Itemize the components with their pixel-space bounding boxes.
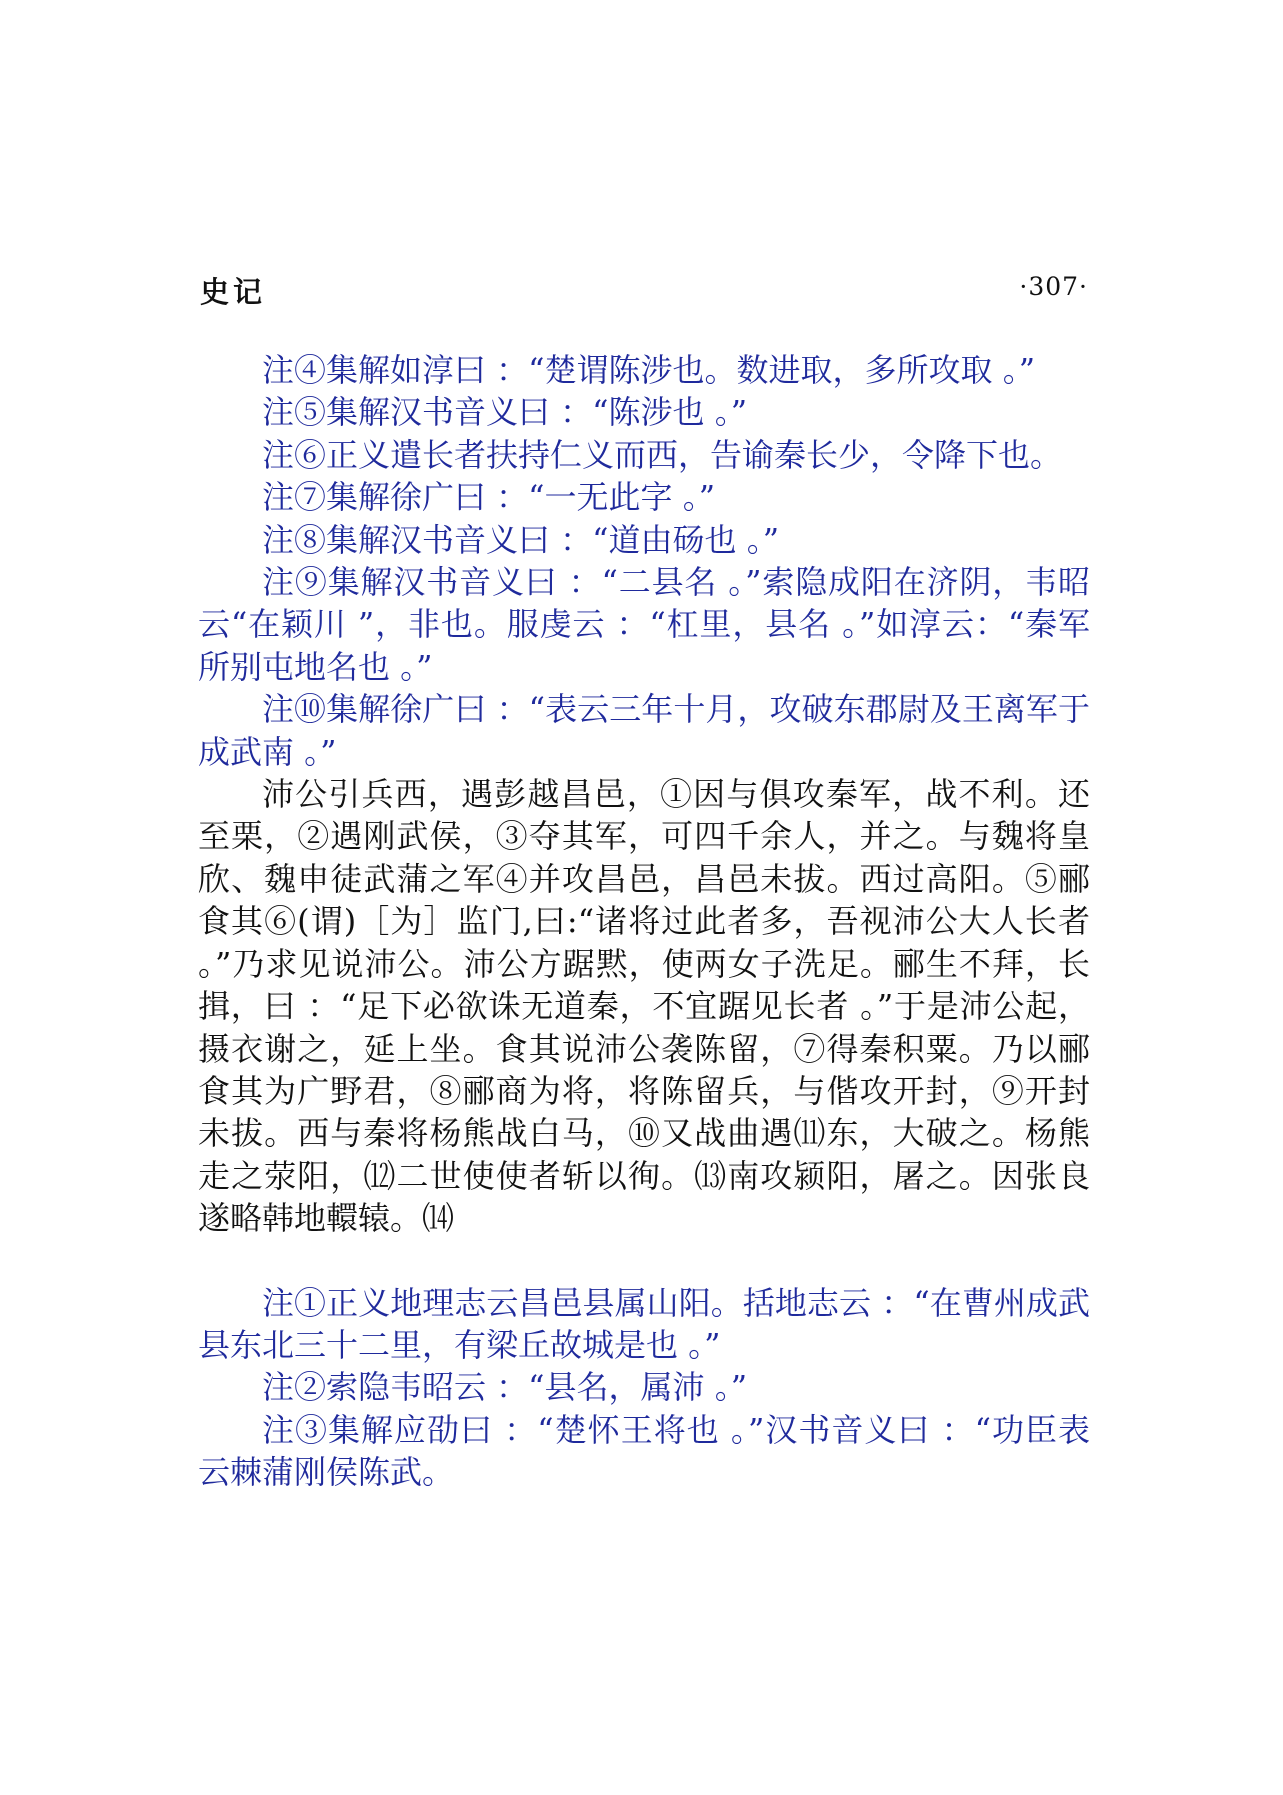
- note-4: 注④集解如淳曰 ：“楚谓陈涉也。数进取，多所攻取 。”: [262, 351, 1036, 389]
- note-10: 注⑩集解徐广曰 ：“表云三年十月，攻破东郡尉及王离军于成武南 。”: [198, 690, 1090, 771]
- note-3: 注③集解应劭曰 ：“楚怀王将也 。”汉书音义曰 ：“功臣表云棘蒲刚侯陈武。: [198, 1410, 1090, 1492]
- note-5: 注⑤集解汉书音义曰 ：“陈涉也 。”: [262, 393, 748, 432]
- page-number: ·307·: [1019, 272, 1088, 301]
- page-body: [198, 349, 1090, 1494]
- note-8: 注⑧集解汉书音义曰 ：“道由砀也 。”: [262, 520, 780, 559]
- note-1: 注①正义地理志云昌邑县属山阳。括地志云 ：“在曹州成武县东北三十二里，有梁丘故城是也 。”: [198, 1283, 1090, 1364]
- page-header: [200, 270, 1088, 310]
- book-title: 史记: [200, 275, 267, 309]
- section-gap: [198, 1240, 1090, 1282]
- note-2: 注②索隐韦昭云 ：“县名，属沛 。”: [262, 1368, 748, 1407]
- note-7: 注⑦集解徐广曰 ：“一无此字 。”: [262, 478, 716, 517]
- note-9: 注⑨集解汉书音义曰 ：“二县名 。”索隐成阳在济阴，韦昭云“在颖川 ”，非也。服虔云 ：“杠里，县名 。”如淳云：“秦军所别屯地名也 。”: [198, 563, 1090, 686]
- note-6: 注⑥正义遣长者扶持仁义而西，告谕秦长少，令降下也。: [262, 435, 1063, 474]
- main-paragraph: 沛公引兵西，遇彭越昌邑，①因与俱攻秦军，战不利。还至栗，②遇刚武侯，③夺其军，可四千余人，并之。与魏将皇欣、魏申徒武蒲之军④并攻昌邑，昌邑未拔。西过高阳。⑤郦食其⑥(谓)［为］监门,曰:“诸将过此者多，吾视沛公大人长者 。”乃求见说沛公。沛公方踞黙，使两女子洗足。郦生不拜，长揖，曰 ：“足下必欲诛无道秦，不宜踞见长者 。”于是沛公起，摄衣谢之，延上坐。食其说沛公袭陈留，⑦得秦积粟。乃以郦食其为广野君，⑧郦商为将，将陈留兵，与偕攻开封，⑨开封未拔。西与秦将杨熊战白马，⑩又战曲遇⑾东，大破之。杨熊走之荥阳，⑿二世使使者斩以徇。⒀南攻颍阳，屠之。因张良遂略韩地轘辕。⒁: [198, 775, 1090, 1238]
